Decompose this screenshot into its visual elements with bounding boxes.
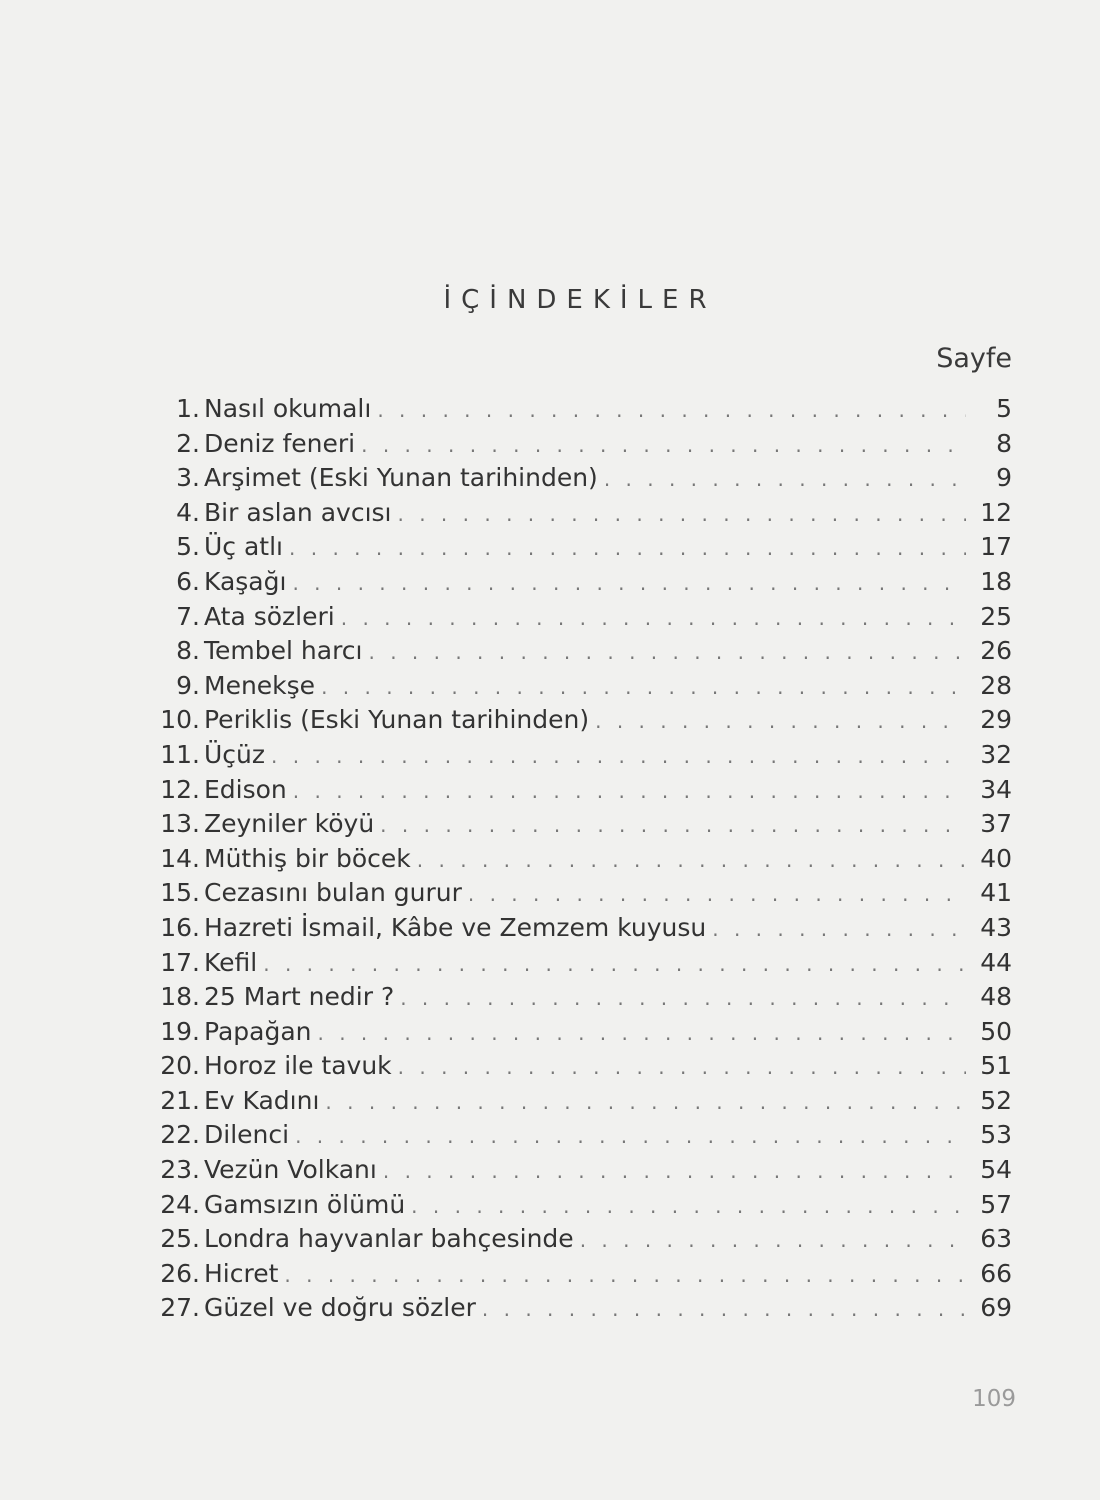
- dot-leader: [341, 601, 966, 636]
- page-title: İÇİNDEKİLER: [443, 285, 717, 315]
- toc-entry-title: Ev Kadını: [204, 1085, 320, 1115]
- toc-entry-title: Müthiş bir böcek: [204, 843, 411, 873]
- dot-leader: [400, 981, 966, 1016]
- toc-entry-title: Üçüz: [204, 739, 266, 769]
- toc-entry-number: 23.: [160, 1155, 200, 1185]
- dot-leader: [604, 462, 966, 497]
- dot-leader: [271, 739, 966, 774]
- dot-leader: [284, 1258, 966, 1293]
- dot-leader: [712, 912, 966, 947]
- toc-entry-page: 57: [980, 1189, 1012, 1219]
- toc-entry-page: 12: [980, 497, 1012, 527]
- toc-entry-title: Dilenci: [204, 1120, 290, 1150]
- toc-entry: [150, 427, 1020, 462]
- dot-leader: [482, 1292, 966, 1327]
- toc-entry-title: Nasıl okumalı: [204, 394, 372, 423]
- dot-leader: [295, 1119, 966, 1154]
- toc-entry-page: 37: [980, 809, 1012, 839]
- toc-entry-number: 19.: [160, 1016, 200, 1046]
- toc-entry: [150, 1084, 1020, 1119]
- toc-entry-page: 51: [980, 1051, 1012, 1081]
- toc-entry-title: Kaşağı: [204, 566, 287, 596]
- toc-entry-number: 24.: [160, 1189, 200, 1219]
- dot-leader: [293, 774, 966, 809]
- dot-leader: [380, 808, 966, 843]
- toc-entry: [150, 1291, 1020, 1326]
- toc-entry-title: Güzel ve doğru sözler: [204, 1293, 476, 1323]
- dot-leader: [368, 635, 966, 670]
- dot-leader: [595, 704, 966, 739]
- table-of-contents: [150, 392, 1020, 1326]
- toc-entry-page: 44: [980, 947, 1012, 977]
- toc-entry-number: 13.: [160, 809, 200, 839]
- dot-leader: [263, 947, 966, 982]
- toc-entry: [150, 911, 1020, 946]
- toc-entry-title: Arşimet (Eski Yunan tarihinden): [204, 463, 598, 493]
- toc-entry-page: 26: [980, 636, 1012, 666]
- toc-entry-title: Horoz ile tavuk: [204, 1051, 392, 1081]
- toc-entry-page: 5: [996, 394, 1012, 423]
- dot-leader: [377, 393, 966, 428]
- toc-entry-number: 4.: [176, 497, 200, 527]
- toc-entry-page: 69: [980, 1293, 1012, 1323]
- toc-entry-page: 52: [980, 1085, 1012, 1115]
- toc-entry: [150, 876, 1020, 911]
- toc-entry-number: 11.: [160, 739, 200, 769]
- toc-entry-title: Zeyniler köyü: [204, 809, 375, 839]
- toc-entry: [150, 1153, 1020, 1188]
- page-number: 109: [972, 1386, 1016, 1412]
- toc-entry: [150, 600, 1020, 635]
- dot-leader: [325, 1085, 966, 1120]
- toc-entry-title: Menekşe: [204, 670, 316, 700]
- toc-entry-title: Bir aslan avcısı: [204, 497, 392, 527]
- toc-entry-page: 9: [996, 463, 1012, 493]
- dot-leader: [383, 1154, 966, 1189]
- toc-entry-number: 6.: [176, 566, 200, 596]
- toc-entry-page: 54: [980, 1155, 1012, 1185]
- dot-leader: [289, 531, 966, 566]
- dot-leader: [398, 1050, 966, 1085]
- toc-entry-page: 50: [980, 1016, 1012, 1046]
- toc-entry-page: 40: [980, 843, 1012, 873]
- toc-entry: [150, 565, 1020, 600]
- dot-leader: [321, 670, 966, 705]
- toc-entry: [150, 392, 1020, 427]
- dot-leader: [411, 1189, 966, 1224]
- toc-entry-title: Londra hayvanlar bahçesinde: [204, 1224, 574, 1254]
- toc-entry: [150, 703, 1020, 738]
- toc-entry-number: 8.: [176, 636, 200, 666]
- toc-entry-number: 1.: [176, 394, 200, 423]
- dot-leader: [318, 1016, 967, 1051]
- toc-entry: [150, 461, 1020, 496]
- toc-entry-number: 21.: [160, 1085, 200, 1115]
- toc-entry-page: 41: [980, 878, 1012, 908]
- toc-entry-number: 26.: [160, 1258, 200, 1288]
- toc-entry-number: 25.: [160, 1224, 200, 1254]
- toc-entry-title: Üç atlı: [204, 532, 284, 562]
- dot-leader: [417, 843, 966, 878]
- toc-entry-number: 7.: [176, 601, 200, 631]
- toc-entry: [150, 1049, 1020, 1084]
- toc-entry-number: 18.: [160, 982, 200, 1012]
- toc-entry-number: 10.: [160, 705, 200, 735]
- page-column-label: Sayfe: [936, 343, 1012, 374]
- toc-entry-page: 32: [980, 739, 1012, 769]
- toc-entry-title: Gamsızın ölümü: [204, 1189, 406, 1219]
- dot-leader: [580, 1223, 966, 1258]
- toc-entry-number: 14.: [160, 843, 200, 873]
- toc-entry-page: 48: [980, 982, 1012, 1012]
- toc-entry-page: 25: [980, 601, 1012, 631]
- toc-entry-number: 9.: [176, 670, 200, 700]
- toc-entry-number: 27.: [160, 1293, 200, 1323]
- toc-entry: [150, 807, 1020, 842]
- toc-entry-page: 29: [980, 705, 1012, 735]
- toc-entry-page: 63: [980, 1224, 1012, 1254]
- toc-entry-page: 34: [980, 774, 1012, 804]
- toc-entry-title: Deniz feneri: [204, 428, 356, 458]
- toc-entry: [150, 530, 1020, 565]
- toc-entry-title: Edison: [204, 774, 287, 804]
- toc-entry: [150, 980, 1020, 1015]
- toc-entry-page: 18: [980, 566, 1012, 596]
- toc-entry: [150, 1015, 1020, 1050]
- dot-leader: [292, 566, 966, 601]
- toc-entry-number: 12.: [160, 774, 200, 804]
- toc-entry-number: 17.: [160, 947, 200, 977]
- toc-entry-title: Cezasını bulan gurur: [204, 878, 462, 908]
- toc-entry-title: Tembel harcı: [204, 636, 363, 666]
- toc-entry-title: Vezün Volkanı: [204, 1155, 377, 1185]
- toc-entry-number: 2.: [176, 428, 200, 458]
- toc-entry: [150, 738, 1020, 773]
- toc-entry-number: 20.: [160, 1051, 200, 1081]
- dot-leader: [361, 428, 966, 463]
- toc-entry-number: 5.: [176, 532, 200, 562]
- dot-leader: [468, 877, 966, 912]
- toc-entry-page: 28: [980, 670, 1012, 700]
- toc-entry: [150, 496, 1020, 531]
- toc-entry-title: Papağan: [204, 1016, 312, 1046]
- toc-entry: [150, 1118, 1020, 1153]
- toc-entry-title: Periklis (Eski Yunan tarihinden): [204, 705, 590, 735]
- toc-entry-page: 17: [980, 532, 1012, 562]
- toc-entry-title: Ata sözleri: [204, 601, 335, 631]
- toc-entry-number: 22.: [160, 1120, 200, 1150]
- toc-entry-number: 3.: [176, 463, 200, 493]
- toc-entry: [150, 669, 1020, 704]
- toc-entry: [150, 946, 1020, 981]
- toc-entry-page: 53: [980, 1120, 1012, 1150]
- toc-entry: [150, 842, 1020, 877]
- toc-entry: [150, 1257, 1020, 1292]
- toc-entry-number: 16.: [160, 912, 200, 942]
- toc-entry-title: 25 Mart nedir ?: [204, 982, 395, 1012]
- toc-entry: [150, 1188, 1020, 1223]
- toc-entry-page: 43: [980, 912, 1012, 942]
- toc-entry: [150, 773, 1020, 808]
- toc-entry-title: Hicret: [204, 1258, 279, 1288]
- toc-entry-page: 8: [996, 428, 1012, 458]
- toc-entry-title: Kefil: [204, 947, 258, 977]
- toc-entry-number: 15.: [160, 878, 200, 908]
- toc-entry-title: Hazreti İsmail, Kâbe ve Zemzem kuyusu: [204, 912, 707, 942]
- toc-entry: [150, 1222, 1020, 1257]
- toc-entry: [150, 634, 1020, 669]
- dot-leader: [398, 497, 967, 532]
- toc-entry-page: 66: [980, 1258, 1012, 1288]
